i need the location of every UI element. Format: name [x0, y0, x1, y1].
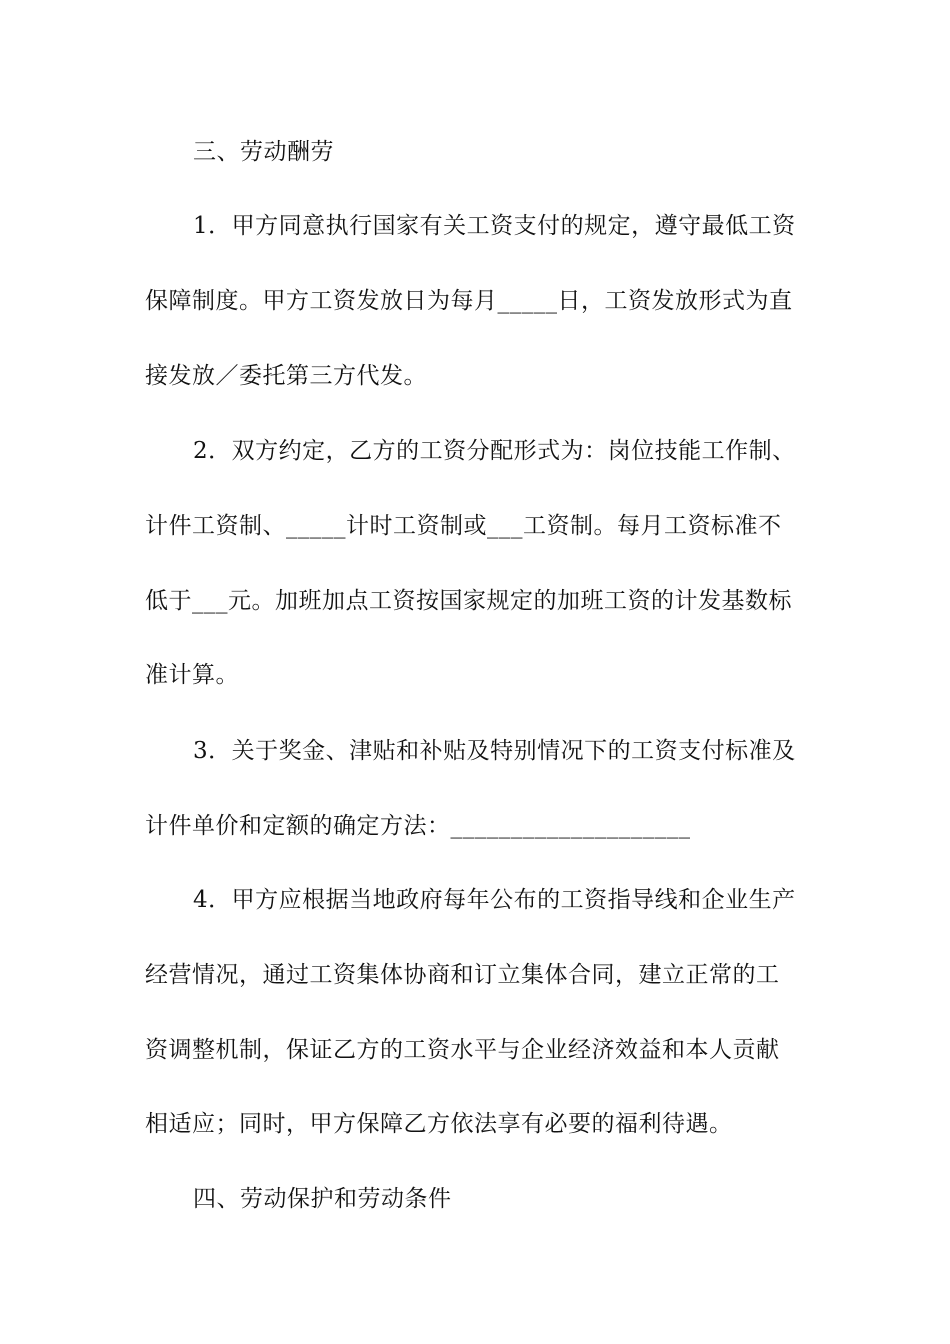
- section-heading-remuneration: 三、劳动酬劳: [193, 139, 334, 165]
- paragraph-4-line-2: 经营情况，通过工资集体协商和订立集体合同，建立正常的工: [145, 962, 780, 988]
- paragraph-2-line-2: 计件工资制、_____计时工资制或___工资制。每月工资标准不: [145, 513, 782, 539]
- paragraph-4-line-4: 相适应；同时，甲方保障乙方依法享有必要的福利待遇。: [145, 1111, 733, 1137]
- paragraph-2-line-4: 准计算。: [145, 662, 239, 688]
- paragraph-2-line-3: 低于___元。加班加点工资按国家规定的加班工资的计发基数标: [145, 588, 792, 614]
- paragraph-1-line-2: 保障制度。甲方工资发放日为每月_____日，工资发放形式为直: [145, 288, 793, 314]
- paragraph-4-line-3: 资调整机制，保证乙方的工资水平与企业经济效益和本人贡献: [145, 1037, 780, 1063]
- paragraph-3-line-1: 3．关于奖金、津贴和补贴及特别情况下的工资支付标准及: [193, 738, 796, 764]
- paragraph-2-line-1: 2．双方约定，乙方的工资分配形式为：岗位技能工作制、: [193, 438, 796, 464]
- paragraph-3-line-2: 计件单价和定额的确定方法：____________________: [145, 813, 691, 839]
- paragraph-4-line-1: 4．甲方应根据当地政府每年公布的工资指导线和企业生产: [193, 887, 796, 913]
- paragraph-1-line-3: 接发放／委托第三方代发。: [145, 363, 427, 389]
- paragraph-1-line-1: 1．甲方同意执行国家有关工资支付的规定，遵守最低工资: [193, 213, 796, 239]
- section-heading-labor-protection: 四、劳动保护和劳动条件: [193, 1186, 452, 1212]
